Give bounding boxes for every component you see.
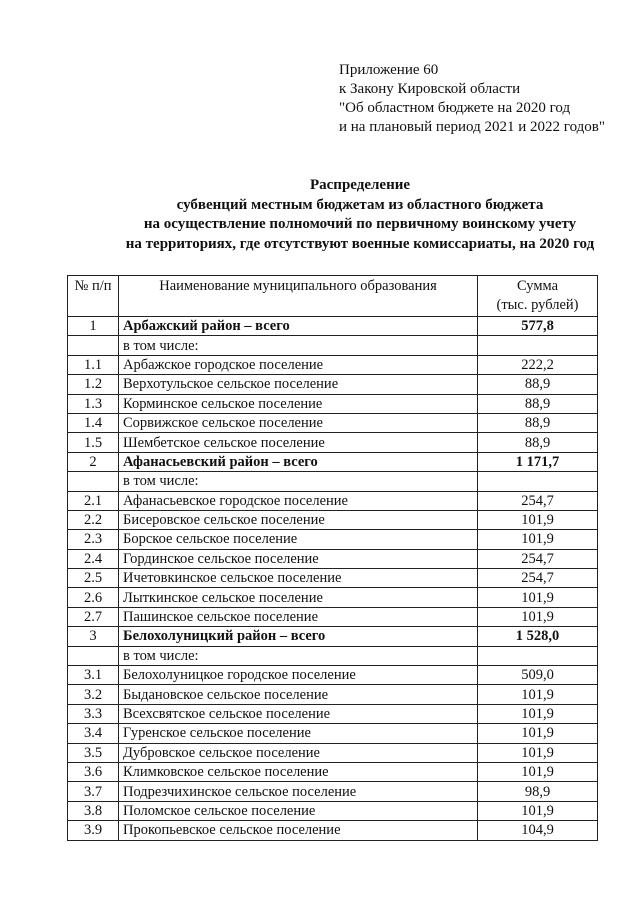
row-name: Арбажский район – всего [119,317,478,336]
district-total-row [68,317,598,336]
row-sum: 1 528,0 [478,627,598,646]
title-line: субвенций местным бюджетам из областного бюджета [176,196,544,213]
table-row [68,724,598,743]
row-number: 3.9 [68,821,119,840]
table-row [68,413,598,432]
row-name: Поломское сельское поселение [119,801,478,820]
table-row [68,569,598,588]
document-title [60,176,620,254]
subheading-row [68,646,598,665]
table-row [68,782,598,801]
table-row [68,433,598,452]
row-sum [478,336,598,355]
row-sum: 254,7 [478,569,598,588]
row-number [68,472,119,491]
row-name: Дубровское сельское поселение [119,743,478,762]
row-sum: 101,9 [478,510,598,529]
row-sum: 88,9 [478,375,598,394]
table-row [68,666,598,685]
title-line: на территориях, где отсутствуют военные комиссариаты, на 2020 год [125,235,595,252]
row-number: 2.2 [68,510,119,529]
row-name: Быдановское сельское поселение [119,685,478,704]
table-body [68,317,598,841]
table-row [68,394,598,413]
table-row [68,588,598,607]
row-number [68,336,119,355]
header-num: № п/п [68,276,119,317]
row-number: 3.2 [68,685,119,704]
title-line: на осуществление полномочий по первичному воинскому учету [143,216,577,232]
row-name: Климковское сельское поселение [119,762,478,781]
row-sum: 101,9 [478,801,598,820]
row-sum: 101,9 [478,530,598,549]
district-total-row [68,627,598,646]
row-number: 1.2 [68,375,119,394]
subsidy-table [67,275,598,841]
row-name: Белохолуницкий район – всего [119,627,478,646]
row-name: Гуренское сельское поселение [119,724,478,743]
row-sum: 88,9 [478,394,598,413]
row-sum: 88,9 [478,433,598,452]
row-number: 1.4 [68,413,119,432]
row-number: 3.4 [68,724,119,743]
row-name: в том числе: [119,336,478,355]
row-number: 2.5 [68,569,119,588]
row-number: 1.3 [68,394,119,413]
row-sum: 254,7 [478,491,598,510]
table-row [68,355,598,374]
row-number: 3.5 [68,743,119,762]
title-line: Распределение [309,177,411,193]
table-row [68,762,598,781]
appendix-line: Приложение 60 [339,62,439,78]
row-name: Афанасьевский район – всего [119,452,478,471]
row-sum: 101,9 [478,762,598,781]
header-sum [478,276,598,317]
row-name: Шембетское сельское поселение [119,433,478,452]
row-name: Прокопьевское сельское поселение [119,821,478,840]
row-name: Белохолуницкое городское поселение [119,666,478,685]
table-row [68,704,598,723]
row-number: 2.1 [68,491,119,510]
table-row [68,491,598,510]
row-number: 1.5 [68,433,119,452]
row-number: 1.1 [68,355,119,374]
row-sum: 88,9 [478,413,598,432]
table-row [68,549,598,568]
row-name: Арбажское городское поселение [119,355,478,374]
row-name: Борское сельское поселение [119,530,478,549]
table-row [68,801,598,820]
row-sum: 101,9 [478,685,598,704]
row-sum: 1 171,7 [478,452,598,471]
row-sum: 254,7 [478,549,598,568]
row-sum: 577,8 [478,317,598,336]
header-sum-line2: (тыс. рублей) [496,297,579,313]
row-number: 3.8 [68,801,119,820]
row-name: Афанасьевское городское поселение [119,491,478,510]
row-sum [478,472,598,491]
header-name: Наименование муниципального образования [119,276,478,317]
row-sum: 101,9 [478,588,598,607]
row-number: 2.7 [68,607,119,626]
row-number: 3.1 [68,666,119,685]
row-name: Всехсвятское сельское поселение [119,704,478,723]
appendix-line: к Закону Кировской области [339,81,521,97]
row-name: Корминское сельское поселение [119,394,478,413]
row-name: в том числе: [119,646,478,665]
district-total-row [68,452,598,471]
table-row [68,375,598,394]
row-name: Бисеровское сельское поселение [119,510,478,529]
row-name: Пашинское сельское поселение [119,607,478,626]
row-sum [478,646,598,665]
row-number: 3.3 [68,704,119,723]
row-sum: 98,9 [478,782,598,801]
table-row [68,510,598,529]
row-sum: 101,9 [478,704,598,723]
row-name: Гординское сельское поселение [119,549,478,568]
row-sum: 222,2 [478,355,598,374]
row-number: 3.7 [68,782,119,801]
table-header-row [68,276,598,317]
appendix-line: "Об областном бюджете на 2020 год [339,100,571,116]
row-sum: 509,0 [478,666,598,685]
appendix-header [339,61,605,137]
row-number: 2 [68,452,119,471]
row-sum: 101,9 [478,743,598,762]
table-row [68,685,598,704]
header-sum-line1: Сумма [516,278,559,294]
row-number: 3 [68,627,119,646]
table-row [68,530,598,549]
row-name: Сорвижское сельское поселение [119,413,478,432]
row-name: Ичетовкинское сельское поселение [119,569,478,588]
appendix-line: и на плановый период 2021 и 2022 годов" [339,119,605,135]
row-name: Верхотульское сельское поселение [119,375,478,394]
row-sum: 101,9 [478,724,598,743]
row-number [68,646,119,665]
table-row [68,821,598,840]
row-name: Лыткинское сельское поселение [119,588,478,607]
row-number: 2.3 [68,530,119,549]
row-sum: 104,9 [478,821,598,840]
table-row [68,607,598,626]
row-sum: 101,9 [478,607,598,626]
row-name: Подрезчихинское сельское поселение [119,782,478,801]
row-number: 2.6 [68,588,119,607]
row-name: в том числе: [119,472,478,491]
table-row [68,743,598,762]
row-number: 1 [68,317,119,336]
row-number: 2.4 [68,549,119,568]
row-number: 3.6 [68,762,119,781]
subheading-row [68,336,598,355]
subheading-row [68,472,598,491]
